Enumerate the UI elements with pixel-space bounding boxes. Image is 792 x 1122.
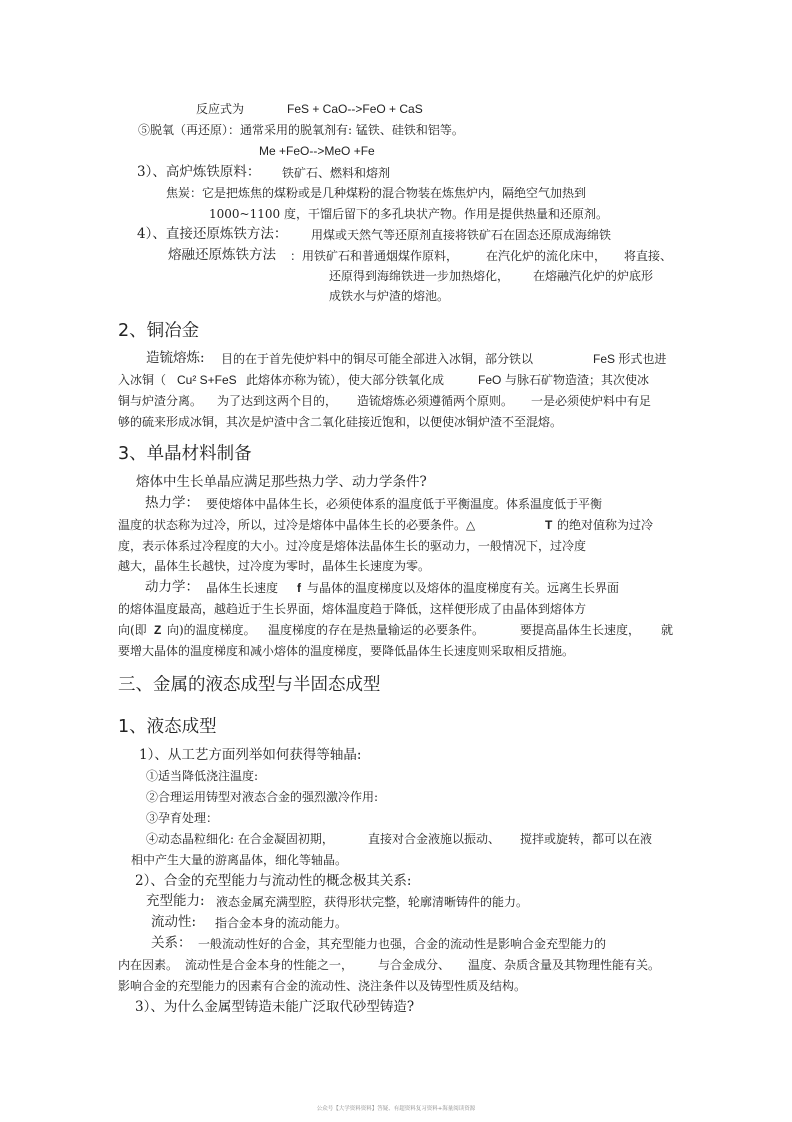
text-line: 就 bbox=[661, 623, 674, 637]
text-line: 内在因素。 bbox=[118, 958, 179, 972]
text-line: Me +FeO-->MeO +Fe bbox=[259, 144, 375, 158]
text-line: 铁矿石、燃料和熔剂 bbox=[282, 166, 391, 180]
text-line: 用煤或天然气等还原剂直接将铁矿石在固态还原成海绵铁 bbox=[311, 228, 612, 242]
text-line: 3）、为什么金属型铸造未能广泛取代砂型铸造? bbox=[135, 999, 415, 1015]
text-line: 指合金本身的流动能力。 bbox=[215, 916, 348, 930]
text-line: ：用铁矿石和普通烟煤作原料， bbox=[290, 249, 459, 263]
text-line: 3）、高炉炼铁原料： bbox=[137, 164, 261, 180]
text-line: Z bbox=[154, 623, 162, 637]
text-line: ⑤脱氧（再还原）：通常采用的脱氧剂有: 锰铁、硅铁和铝等。 bbox=[138, 123, 464, 137]
text-line: 焦炭：它是把炼焦的煤粉或是几种煤粉的混合物装在炼焦炉内，隔绝空气加热到 bbox=[166, 186, 587, 200]
text-line: 要增大晶体的温度梯度和减小熔体的温度梯度，要降低晶体生长速度则采取相反措施。 bbox=[118, 644, 575, 658]
text-line: 的绝对值称为过冷 bbox=[557, 518, 654, 532]
text-line: 动力学： bbox=[145, 579, 199, 595]
text-line: 的熔体温度最高，越趋近于生长界面，熔体温度趋于降低，这样便形成了由晶体到熔体方 bbox=[118, 602, 587, 616]
text-line: 越大，晶体生长越快，过冷度为零时，晶体生长速度为零。 bbox=[118, 559, 431, 573]
text-line: 够的硫来形成冰铜，其次是炉渣中含二氧化硅接近饱和，以便使冰铜炉渣不至混熔。 bbox=[118, 415, 563, 429]
text-line: 熔融还原炼铁方法 bbox=[168, 247, 276, 263]
text-line: 造锍熔炼: bbox=[146, 350, 205, 366]
text-line: 目的在于首先使炉料中的铜尽可能全部进入冰铜，部分铁以 bbox=[221, 352, 534, 366]
text-line: f bbox=[297, 581, 301, 595]
section-heading: 1、液态成型 bbox=[118, 717, 217, 737]
text-line: 熔体中生长单晶应满足那些热力学、动力学条件? bbox=[136, 474, 427, 490]
text-line: ③孕育处理： bbox=[146, 811, 219, 825]
text-line: 度，表示体系过冷程度的大小。过冷度是熔体法晶体生长的驱动力，一般情况下，过冷度 bbox=[118, 539, 587, 553]
text-line: ①适当降低浇注温度: bbox=[146, 769, 259, 783]
text-line: 入冰铜（ bbox=[118, 373, 167, 387]
text-line: 2）、合金的充型能力与流动性的概念极其关系: bbox=[135, 873, 412, 889]
text-line: 1000~1100 度，干馏后留下的多孔块状产物。作用是提供热量和还原剂。 bbox=[209, 207, 608, 221]
text-line: 影响合金的充型能力的因素有合金的流动性、浇注条件以及铸型性质及结构。 bbox=[118, 979, 527, 993]
text-line: 温度的状态称为过冷，所以，过冷是熔体中晶体生长的必要条件。△ bbox=[118, 518, 476, 532]
text-line: 与晶体的温度梯度以及熔体的温度梯度有关。远离生长界面 bbox=[307, 581, 620, 595]
text-line: 成铁水与炉渣的熔池。 bbox=[329, 289, 450, 303]
text-line: FeO bbox=[478, 373, 502, 387]
section-heading: 2、铜冶金 bbox=[118, 321, 200, 341]
text-line: T bbox=[545, 518, 553, 532]
text-line: 此熔体亦称为锍），使大部分铁氧化成 bbox=[246, 373, 445, 387]
text-line: 与合金成分、 bbox=[378, 958, 451, 972]
text-line: 搅拌或旋转，都可以在液 bbox=[520, 832, 653, 846]
text-line: 直接对合金液施以振动、 bbox=[368, 832, 501, 846]
text-line: 一是必须使炉料中有足 bbox=[531, 394, 652, 408]
text-line: 晶体生长速度 bbox=[206, 581, 279, 595]
text-line: 温度、杂质含量及其物理性能有关。 bbox=[468, 958, 661, 972]
text-line: 造锍熔炼必须遵循两个原则。 bbox=[357, 394, 514, 408]
text-line: 一般流动性好的合金，其充型能力也强，合金的流动性是影响合金充型能力的 bbox=[198, 937, 607, 951]
text-line: 要使熔体中晶体生长，必须使体系的温度低于平衡温度。体系温度低于平衡 bbox=[206, 497, 603, 511]
text-line: 充型能力: bbox=[146, 893, 205, 909]
text-line: 反应式为 bbox=[196, 102, 245, 116]
text-line: 相中产生大量的游离晶体，细化等轴晶。 bbox=[131, 853, 348, 867]
text-line: 1）、从工艺方面列举如何获得等轴晶: bbox=[139, 747, 362, 763]
text-line: 向)的温度梯度。 bbox=[167, 623, 256, 637]
section-heading: 三、金属的液态成型与半固态成型 bbox=[118, 675, 381, 695]
section-heading: 3、单晶材料制备 bbox=[118, 444, 252, 464]
text-line: 在汽化炉的流化床中， bbox=[486, 249, 607, 263]
text-line: 4）、直接还原炼铁方法： bbox=[137, 226, 288, 242]
text-line: 向(即 bbox=[118, 623, 147, 637]
text-line: 关系： bbox=[151, 935, 192, 951]
text-line: 与脉石矿物造渣；其次使冰 bbox=[505, 373, 650, 387]
text-line: 在熔融汽化炉的炉底形 bbox=[533, 269, 654, 283]
text-line: 液态金属充满型腔，获得形状完整，轮廓清晰铸件的能力。 bbox=[216, 895, 529, 909]
page-footer: 公众号【大学资料资料】答疑、有超资料复习资料+海量阅读资源 bbox=[316, 1106, 476, 1112]
text-line: 铜与炉渣分离。 bbox=[118, 394, 203, 408]
text-line: 为了达到这两个目的， bbox=[217, 394, 338, 408]
text-line: ②合理运用铸型对液态合金的强烈激冷作用: bbox=[146, 790, 379, 804]
text-line: FeS 形式也进 bbox=[593, 352, 667, 366]
text-line: 流动性: bbox=[151, 914, 197, 930]
text-line: ④动态晶粒细化: 在合金凝固初期， bbox=[146, 832, 334, 846]
text-line: Cu² S+FeS bbox=[177, 373, 237, 387]
text-line: 热力学： bbox=[145, 495, 199, 511]
text-line: 温度梯度的存在是热量输运的必要条件。 bbox=[268, 623, 485, 637]
text-line: FeS + CaO-->FeO + CaS bbox=[287, 102, 423, 116]
text-line: 要提高晶体生长速度， bbox=[520, 623, 641, 637]
text-line: 将直接、 bbox=[624, 249, 673, 263]
text-line: 流动性是合金本身的性能之一， bbox=[185, 958, 354, 972]
text-line: 还原得到海绵铁进一步加热熔化， bbox=[329, 269, 510, 283]
